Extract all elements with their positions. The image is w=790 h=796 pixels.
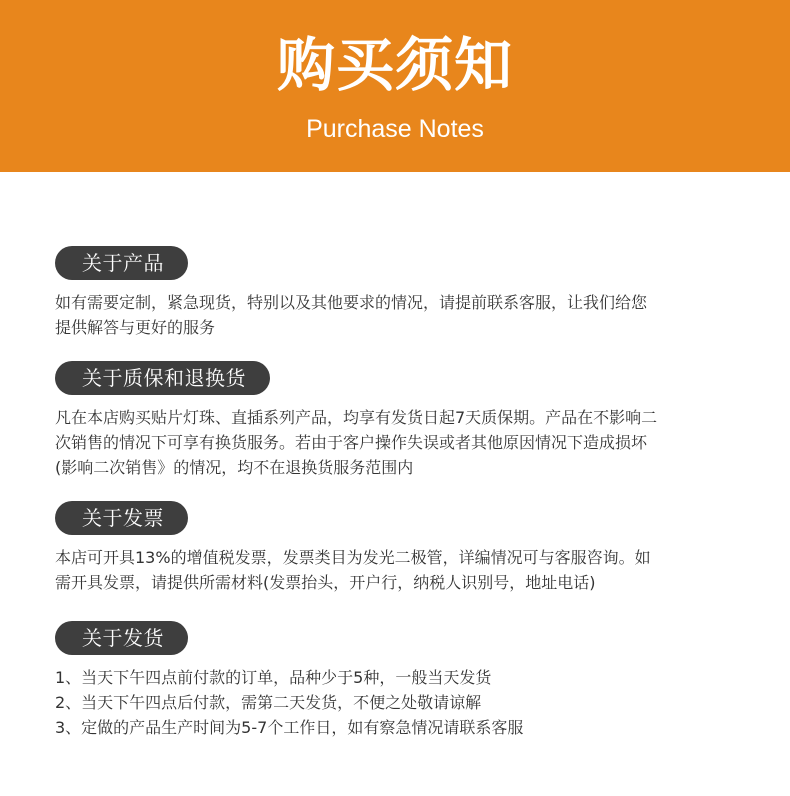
list-item: 1、当天下午四点前付款的订单，品种少于5种，一般当天发货 bbox=[55, 668, 492, 687]
page-subtitle: Purchase Notes bbox=[306, 115, 484, 143]
section-invoice bbox=[55, 501, 745, 595]
body-line: (影响二次销售》的情况，均不在退换货服务范围内 bbox=[55, 458, 414, 477]
list-item: 2、当天下午四点后付款，需第二天发货，不便之处敬请谅解 bbox=[55, 693, 482, 712]
section-warranty bbox=[55, 361, 745, 480]
section-product bbox=[55, 246, 745, 340]
body-line: 提供解答与更好的服务 bbox=[55, 318, 216, 337]
body-line: 次销售的情况下可享有换货服务。若由于客户操作失误或者其他原因情况下造成损坏 bbox=[55, 433, 648, 452]
section-label-shipping: 关于发货 bbox=[55, 621, 188, 655]
body-line: 需开具发票，请提供所需材料(发票抬头，开户行，纳税人识别号，地址电话) bbox=[55, 573, 596, 592]
section-body-shipping bbox=[55, 665, 739, 740]
section-body-invoice bbox=[55, 545, 739, 595]
list-item: 3、定做的产品生产时间为5-7个工作日，如有察急情况请联系客服 bbox=[55, 718, 524, 737]
body-line: 本店可开具13%的增值税发票，发票类目为发光二极管，详编情况可与客服咨询。如 bbox=[55, 548, 651, 567]
section-label-warranty: 关于质保和退换货 bbox=[55, 361, 270, 395]
section-label-invoice: 关于发票 bbox=[55, 501, 188, 535]
section-label-product: 关于产品 bbox=[55, 246, 188, 280]
section-body-warranty bbox=[55, 405, 739, 480]
page-header bbox=[0, 0, 790, 172]
section-shipping bbox=[55, 621, 745, 740]
body-line: 凡在本店购买贴片灯珠、直插系列产品，均享有发货日起7天质保期。产品在不影响二 bbox=[55, 408, 658, 427]
body-line: 如有需要定制，紧急现货，特别以及其他要求的情况，请提前联系客服，让我们给您 bbox=[55, 293, 648, 312]
page-title: 购买须知 bbox=[276, 31, 513, 99]
section-body-product bbox=[55, 290, 739, 340]
